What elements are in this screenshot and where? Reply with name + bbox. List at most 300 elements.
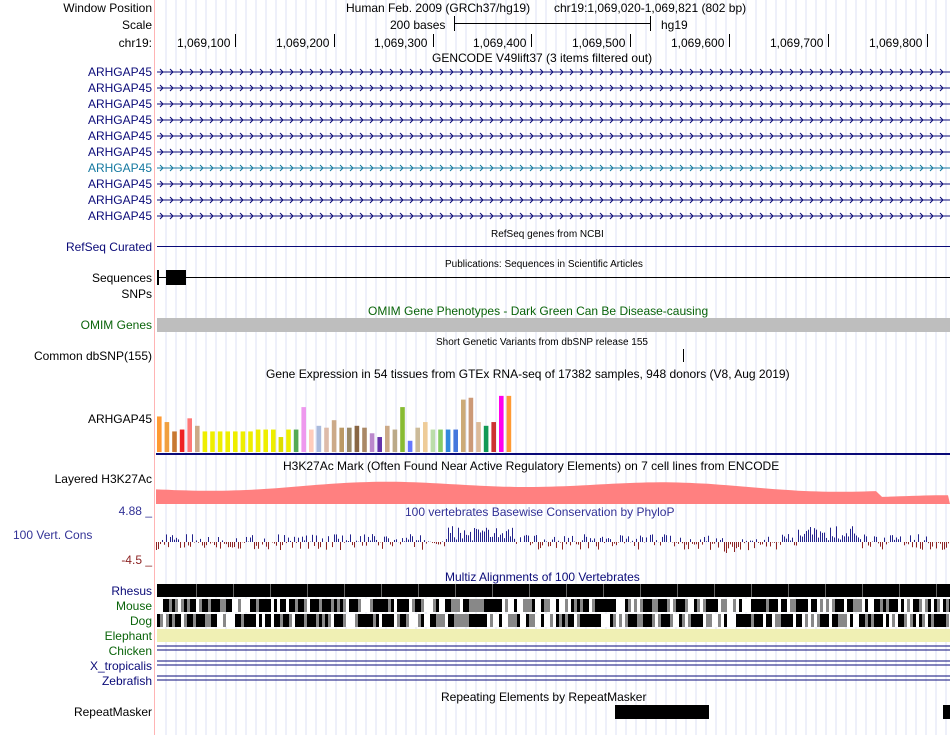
mouse-alignment-block [745,599,748,612]
gtex-tissue-bar [317,426,322,452]
phylop-bar [606,539,607,542]
phylop-bar [848,536,849,542]
mouse-alignment-block [619,599,622,612]
dog-alignment-block [415,614,418,627]
refseq-label[interactable]: RefSeq Curated [65,240,152,254]
mouse-alignment-block [475,599,478,612]
gtex-tissue-bar [362,428,367,452]
sequences-block[interactable] [166,270,186,285]
phylop-bar [162,540,163,542]
species-label-dog[interactable]: Dog [129,614,152,628]
gencode-gene-label[interactable]: ARHGAP45 [87,65,152,79]
phylop-bar [760,542,761,545]
phylop-bar [666,535,667,542]
phylop-conservation-chart[interactable] [156,518,950,568]
dog-alignment-block [376,614,379,627]
dog-alignment-block [412,614,415,627]
dog-alignment-block [688,614,691,627]
dog-alignment-block [295,614,298,627]
dog-alignment-block [571,614,574,627]
phylop-bar [608,538,609,542]
phylop-bar [332,542,333,547]
dog-alignment-block [874,614,877,627]
phylop-bar [514,539,515,542]
ruler-tick-label: 1,069,800 [869,36,923,50]
phylop-bar [758,542,759,543]
dog-alignment-block [283,614,286,627]
phylop-bar [936,542,937,548]
mouse-alignment-block [184,599,187,612]
phylop-bar [166,534,167,542]
mouse-alignment-block [946,599,949,612]
mouse-alignment-block [547,599,550,612]
phylop-bar [748,542,749,550]
phylop-bar [782,535,783,542]
gtex-expression-chart[interactable] [156,380,950,456]
mouse-alignment-block [709,599,712,612]
gencode-gene-label[interactable]: ARHGAP45 [87,97,152,111]
dog-alignment-block [637,614,640,627]
mouse-alignment-block [766,599,769,612]
h3k27ac-label[interactable]: Layered H3K27Ac [54,472,152,486]
dog-alignment-block [661,614,664,627]
phylop-bar [564,536,565,542]
dog-alignment-block [373,614,376,627]
phylop-bar [638,542,639,549]
gencode-track-title: GENCODE V49lift37 (3 items filtered out) [432,51,653,65]
phylop-bar [944,542,945,549]
phylop-bar [744,542,745,543]
dog-alignment-block [703,614,706,627]
species-label-mouse[interactable]: Mouse [115,599,152,613]
phylop-bar [384,537,385,542]
phylop-bar [458,528,459,542]
mouse-alignment-block [832,599,835,612]
phylop-bar [712,542,713,544]
gtex-tissue-bar [233,431,238,452]
snps-label[interactable]: SNPs [121,287,152,301]
phylop-bar [342,536,343,542]
dog-alignment-block [595,614,598,627]
phylop-bar [620,535,621,542]
mouse-alignment-block [877,599,880,612]
phylop-bar [552,540,553,542]
rhesus-gap [936,584,937,597]
mouse-alignment-block [787,599,790,612]
phylop-bar [288,538,289,542]
dbsnp-variant-mark[interactable] [683,349,684,362]
dog-alignment-block [916,614,919,627]
dog-alignment-block [862,614,865,627]
dog-alignment-block [766,614,769,627]
dog-alignment-block [745,614,748,627]
repeat-element[interactable] [943,705,950,719]
mouse-alignment-block [886,599,889,612]
phylop-bar [664,534,665,542]
rhesus-gap [307,584,308,597]
sequences-block[interactable] [157,270,159,285]
gtex-tissue-bar [393,430,398,452]
phylop-bar [516,542,517,544]
dog-alignment-block [184,614,187,627]
mouse-alignment-block [688,599,691,612]
mouse-alignment-block [415,599,418,612]
mouse-alignment-block [379,599,382,612]
gtex-gene-label[interactable]: ARHGAP45 [87,412,152,426]
dog-alignment-block [298,614,301,627]
repeatmasker-label[interactable]: RepeatMasker [73,705,152,719]
phylop-bar [548,542,549,546]
phylop-bar [302,537,303,542]
mouse-alignment-block [163,599,166,612]
mouse-alignment-block [685,599,688,612]
phylop-bar [436,542,437,544]
mouse-alignment-block [733,599,736,612]
dog-alignment-block [244,614,247,627]
mouse-alignment-block [259,599,262,612]
phylop-bar [556,542,557,548]
phylop-bar [900,536,901,542]
dog-alignment-block [160,614,163,627]
dog-alignment-block [895,614,898,627]
mouse-alignment-block [562,599,565,612]
mouse-alignment-block [748,599,751,612]
mouse-alignment-block [517,599,520,612]
phylop-bar [720,540,721,542]
dog-alignment-block [754,614,757,627]
phylop-bar [886,542,887,544]
mouse-alignment-block [934,599,937,612]
mouse-alignment-block [514,599,517,612]
phylop-bar [326,542,327,550]
rhesus-gap [677,584,678,597]
species-label-rhesus[interactable]: Rhesus [111,584,152,598]
phylop-bar [854,534,855,542]
mouse-alignment-block [538,599,541,612]
gencode-gene-label[interactable]: ARHGAP45 [87,193,152,207]
mouse-alignment-block [769,599,772,612]
mouse-alignment-block [895,599,898,612]
mouse-alignment-block [301,599,304,612]
gencode-gene-label[interactable]: ARHGAP45 [87,145,152,159]
dog-alignment-block [544,614,547,627]
phylop-bar [646,537,647,542]
phylop-bar [190,542,191,547]
phylop-bar [440,542,441,544]
mouse-alignment-block [841,599,844,612]
dog-alignment-block [712,614,715,627]
phylop-bar [904,542,905,545]
phylop-bar [686,542,687,545]
gtex-tissue-bar [279,437,284,452]
dog-alignment-block [484,614,487,627]
dog-alignment-block [370,614,373,627]
phylop-bar [632,541,633,542]
multiz-alignments[interactable] [156,584,950,688]
phylop-bar [226,542,227,544]
mouse-alignment-block [667,599,670,612]
phylop-bar [344,542,345,543]
mouse-alignment-block [532,599,535,612]
dog-alignment-block [721,614,724,627]
phylop-bar [390,542,391,545]
phylop-bar [942,542,943,550]
dbsnp-label[interactable]: Common dbSNP(155) [33,349,152,363]
mouse-alignment-block [442,599,445,612]
gencode-gene-label[interactable]: ARHGAP45 [87,161,152,175]
dog-alignment-block [187,614,190,627]
dog-alignment-block [739,614,742,627]
phylop-bar [314,542,315,546]
mouse-alignment-block [598,599,601,612]
mouse-alignment-block [568,599,571,612]
dog-alignment-block [832,614,835,627]
mouse-alignment-block [640,599,643,612]
mouse-alignment-block [169,599,172,612]
phylop-bar [370,541,371,542]
dog-alignment-block [406,614,409,627]
mouse-alignment-block [799,599,802,612]
mouse-alignment-block [883,599,886,612]
species-label-zebrafish[interactable]: Zebrafish [101,674,152,688]
mouse-alignment-block [502,599,505,612]
mouse-alignment-block [898,599,901,612]
phylop-bar [694,542,695,545]
phylop-bar [266,542,267,547]
dog-alignment-block [307,614,310,627]
dog-alignment-block [769,614,772,627]
mouse-alignment-block [511,599,514,612]
phylop-bar [376,540,377,542]
phylop-bar [592,541,593,542]
rhesus-gap [714,584,715,597]
mouse-alignment-block [268,599,271,612]
dog-alignment-block [289,614,292,627]
phylop-bar [256,542,257,546]
dog-alignment-block [550,614,553,627]
dog-alignment-block [808,614,811,627]
phylop-bar [742,539,743,542]
phylop-bar [460,533,461,542]
phylop-bar [940,542,941,544]
dog-alignment-block [877,614,880,627]
dog-alignment-block [673,614,676,627]
mouse-alignment-block [658,599,661,612]
dog-alignment-block [751,614,754,627]
mouse-alignment-block [847,599,850,612]
phylop-bar [470,532,471,542]
dog-alignment-block [925,614,928,627]
mouse-alignment-block [244,599,247,612]
gtex-tissue-bar [423,422,428,452]
omim-label[interactable]: OMIM Genes [80,318,152,332]
omim-gene-bar[interactable] [157,318,950,332]
dog-alignment-block [262,614,265,627]
phylop-bar [660,542,661,545]
mouse-alignment-block [520,599,523,612]
rhesus-gap [640,584,641,597]
dog-alignment-block [559,614,562,627]
phylop-bar [184,542,185,547]
label-separator [154,0,155,735]
phylop-bar [454,537,455,542]
dog-alignment-block [547,614,550,627]
mouse-alignment-block [742,599,745,612]
phylop-bar [478,530,479,542]
phylop-bar [232,542,233,548]
dog-alignment-block [847,614,850,627]
mouse-alignment-block [265,599,268,612]
dog-alignment-block [286,614,289,627]
phylop-bar [880,542,881,547]
mouse-alignment-block [187,599,190,612]
mouse-alignment-block [253,599,256,612]
phylop-bar [670,536,671,542]
gtex-tissue-bar [453,430,458,452]
gencode-gene-label[interactable]: ARHGAP45 [87,209,152,223]
dog-alignment-block [889,614,892,627]
phylop-bar [210,542,211,544]
mouse-alignment-block [421,599,424,612]
phylop-bar [604,542,605,543]
dog-alignment-block [730,614,733,627]
mouse-alignment-block [772,599,775,612]
phylop-bar [762,542,763,544]
mouse-alignment-block [616,599,619,612]
phylop-bar [442,541,443,542]
dog-alignment-block [946,614,949,627]
mouse-alignment-block [739,599,742,612]
ruler-tick-label: 1,069,100 [177,36,231,50]
mouse-alignment-block [316,599,319,612]
mouse-alignment-block [322,599,325,612]
phylop-bar [278,534,279,542]
dog-alignment-block [733,614,736,627]
dog-alignment-block [844,614,847,627]
dog-alignment-block [241,614,244,627]
gencode-transcripts[interactable] [156,64,950,224]
dog-alignment-block [238,614,241,627]
dog-alignment-block [253,614,256,627]
phylop-bar [680,538,681,542]
mouse-alignment-block [175,599,178,612]
mouse-alignment-block [829,599,832,612]
gtex-tissue-bar [431,430,436,452]
mouse-alignment-block [397,599,400,612]
species-label-elephant[interactable]: Elephant [104,629,152,643]
dog-alignment-block [616,614,619,627]
phylop-bar [732,542,733,547]
gencode-gene-label[interactable]: ARHGAP45 [87,177,152,191]
phylop-bar [220,542,221,549]
mouse-alignment-block [904,599,907,612]
phylop-bar [600,538,601,542]
phylop-bar [710,542,711,550]
dog-alignment-block [541,614,544,627]
sequences-label[interactable]: Sequences [91,271,152,285]
phylop-bar [824,533,825,542]
h3k27ac-signal[interactable] [156,474,950,504]
phylop-bar [400,542,401,544]
mouse-alignment-block [454,599,457,612]
mouse-alignment-block [358,599,361,612]
mouse-alignment-block [256,599,259,612]
dog-alignment-block [583,614,586,627]
gencode-gene-label[interactable]: ARHGAP45 [87,81,152,95]
mouse-alignment-block [700,599,703,612]
phylop-label[interactable]: 100 Vert. Cons [13,528,93,542]
ruler-tick-mark [630,34,631,47]
phylop-bar [628,536,629,542]
dog-alignment-block [682,614,685,627]
dog-alignment-block [763,614,766,627]
phylop-bar [938,542,939,543]
mouse-alignment-block [727,599,730,612]
dog-alignment-block [757,614,760,627]
refseq-gene-line[interactable] [157,246,950,247]
dog-alignment-block [211,614,214,627]
phylop-bar [928,542,929,543]
mouse-alignment-block [790,599,793,612]
phylop-bar [204,542,205,548]
phylop-bar [318,542,319,549]
dog-alignment-block [268,614,271,627]
phylop-bar [480,532,481,542]
gtex-tissue-bar [491,422,496,452]
phylop-bar [200,539,201,542]
species-label-x-tropicalis[interactable]: X_tropicalis [89,659,152,673]
mouse-alignment-block [646,599,649,612]
dog-alignment-block [718,614,721,627]
mouse-alignment-block [856,599,859,612]
phylop-bar [284,535,285,542]
dog-alignment-block [910,614,913,627]
phylop-bar [294,537,295,542]
phylop-bar [808,530,809,542]
mouse-alignment-block [697,599,700,612]
repeat-element[interactable] [615,705,709,719]
phylop-bar [828,540,829,542]
gtex-tissue-bar [248,431,253,452]
mouse-alignment-block [469,599,472,612]
phylop-bar [504,538,505,542]
mouse-alignment-block [217,599,220,612]
mouse-alignment-block [499,599,502,612]
mouse-alignment-block [370,599,373,612]
species-label-chicken[interactable]: Chicken [108,644,152,658]
mouse-alignment-block [307,599,310,612]
phylop-bar [396,539,397,542]
phylop-bar [236,538,237,542]
phylop-bar [412,536,413,542]
phylop-bar [364,534,365,542]
phylop-bar [422,542,423,550]
mouse-alignment-block [826,599,829,612]
dog-alignment-block [589,614,592,627]
gencode-gene-label[interactable]: ARHGAP45 [87,113,152,127]
dog-alignment-block [418,614,421,627]
gtex-tissue-bar [339,428,344,452]
phylop-bar [650,535,651,542]
phylop-bar [618,542,619,543]
gtex-tissue-bar [332,420,337,452]
dog-alignment-block [388,614,391,627]
mouse-alignment-block [544,599,547,612]
gencode-gene-label[interactable]: ARHGAP45 [87,129,152,143]
phylop-bar [834,537,835,542]
dog-alignment-block [385,614,388,627]
phylop-bar [656,540,657,542]
